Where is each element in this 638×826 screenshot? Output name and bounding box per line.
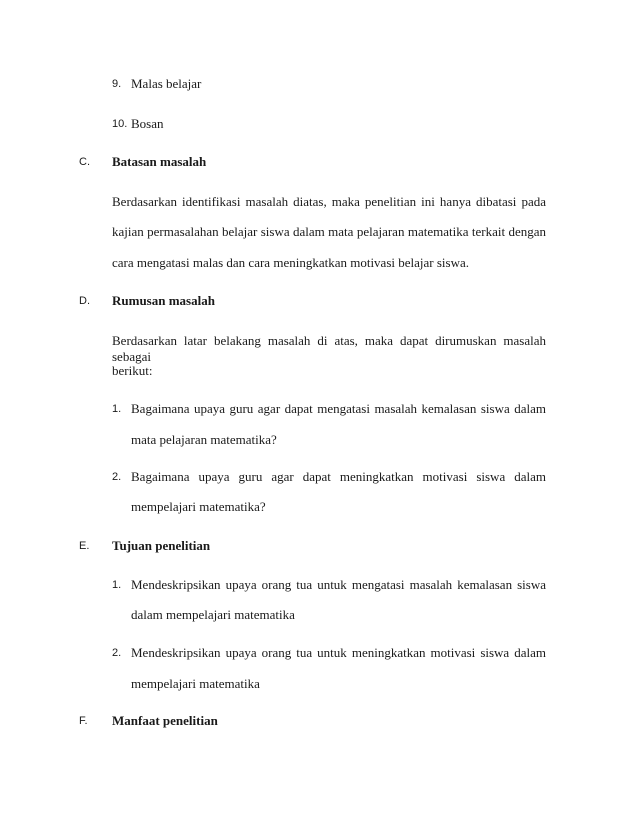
list-marker: 10. [112,118,128,130]
list-marker: 1. [112,579,122,591]
list-marker: 2. [112,647,122,659]
section-heading: Tujuan penelitian [112,538,211,553]
list-item-line: dalam mempelajari matematika [131,607,295,622]
list-item-line: Bagaimana upaya guru agar dapat mengatasi masalah kemalasan siswa dalam [131,401,546,416]
section-heading: Manfaat penelitian [112,713,218,728]
list-item-line: mata pelajaran matematika? [131,432,277,447]
list-item-line: Bagaimana upaya guru agar dapat meningkatkan motivasi siswa dalam [131,469,546,484]
paragraph-line: Berdasarkan latar belakang masalah di atas, maka dapat dirumuskan masalah sebagai [112,333,546,364]
list-item-line: mempelajari matematika [131,676,260,691]
section-marker: D. [79,295,90,307]
paragraph-line: Berdasarkan identifikasi masalah diatas, maka penelitian ini hanya dibatasi pada [112,194,546,209]
section-marker: F. [79,715,88,727]
paragraph-line: berikut: [112,363,153,378]
list-item: Bosan [131,116,164,131]
list-marker: 2. [112,471,122,483]
list-item-line: Mendeskripsikan upaya orang tua untuk mengatasi masalah kemalasan siswa [131,577,546,592]
list-item: Malas belajar [131,76,202,91]
list-item-line: Mendeskripsikan upaya orang tua untuk meningkatkan motivasi siswa dalam [131,645,546,660]
section-heading: Rumusan masalah [112,293,215,308]
section-marker: E. [79,540,90,552]
list-marker: 1. [112,403,122,415]
paragraph-line: kajian permasalahan belajar siswa dalam mata pelajaran matematika terkait dengan [112,224,546,239]
list-marker: 9. [112,78,122,90]
section-marker: C. [79,156,90,168]
list-item-line: mempelajari matematika? [131,499,266,514]
paragraph-line: cara mengatasi malas dan cara meningkatkan motivasi belajar siswa. [112,255,469,270]
section-heading: Batasan masalah [112,154,207,169]
